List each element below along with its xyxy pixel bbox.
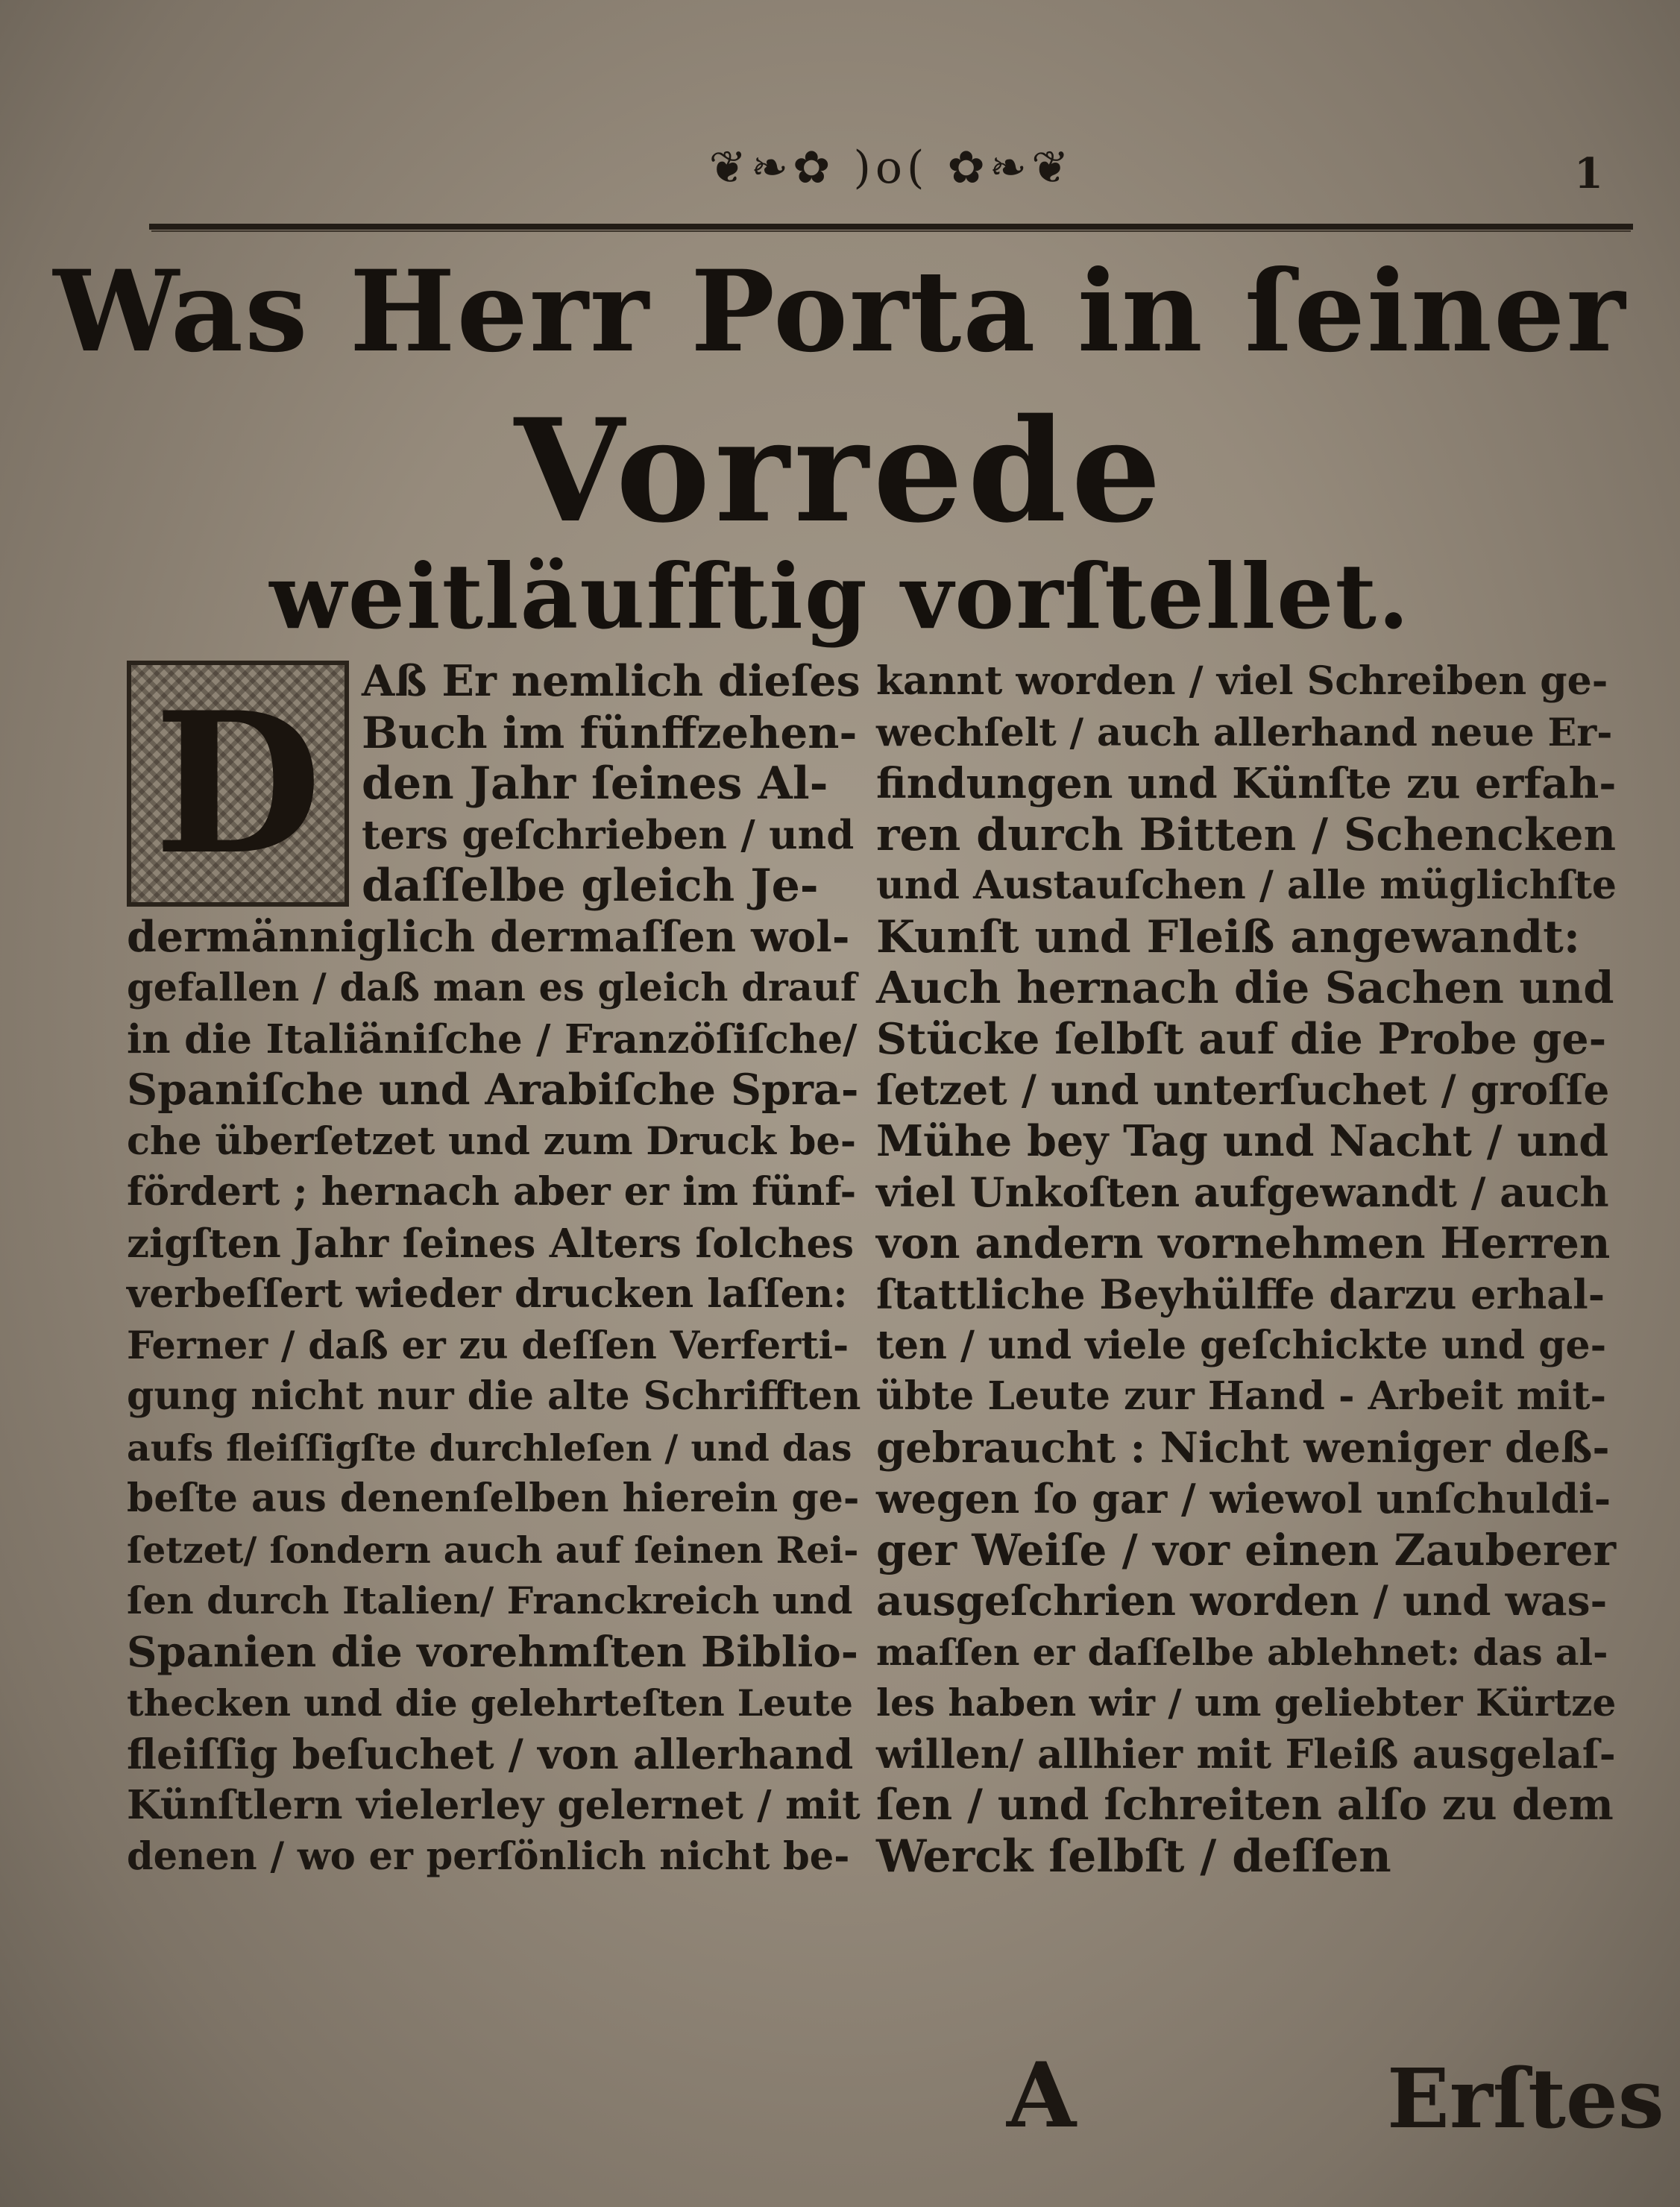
text-line: gung nicht nur die alte Schrifften [127, 1373, 861, 1419]
text-line: Mühe bey Tag und Nacht / und [876, 1115, 1609, 1166]
text-line: Aß Er nemlich dieſes [362, 656, 861, 706]
text-line: findungen und Künſte zu erfah- [876, 759, 1617, 808]
text-line: ſetzet/ ſondern auch auf ſeinen Rei- [127, 1528, 859, 1572]
text-line: ſen durch Italien/ Franckreich und [127, 1578, 853, 1622]
header-ornament: ❦❧✿ )o( ✿❧❦ [708, 142, 1074, 194]
text-line: dermänniglich dermaſſen wol- [127, 911, 850, 962]
text-line: ſtattliche Beyhülffe darzu erhal- [876, 1271, 1605, 1318]
text-line: Künſtlern vielerley gelernet / mit [127, 1782, 861, 1828]
text-line: aufs fleiſſigſte durchleſen / und das [127, 1426, 852, 1470]
text-line: Ferner / daß er zu deſſen Verferti- [127, 1323, 849, 1368]
text-line: kannt worden / viel Schreiben ge- [876, 658, 1608, 704]
text-line: Spaniſche und Arabiſche Spra- [127, 1065, 859, 1115]
text-line: Spanien die vorehmſten Biblio- [127, 1627, 858, 1677]
text-line: denen / wo er perſönlich nicht be- [127, 1833, 850, 1879]
text-line: Werck ſelbſt / deſſen [876, 1830, 1391, 1883]
signature-mark: A [1007, 2043, 1077, 2148]
text-line: gefallen / daß man es gleich drauf [127, 966, 857, 1010]
text-line: Auch hernach die Sachen und [876, 962, 1614, 1013]
text-line: ſen / und ſchreiten alſo zu dem [876, 1780, 1614, 1830]
text-line: willen/ allhier mit Fleiß ausgelaſ- [876, 1731, 1616, 1778]
text-line: ausgeſchrien worden / und was- [876, 1576, 1608, 1625]
text-line: les haben wir / um geliebter Kürtze [876, 1681, 1617, 1725]
text-line: ren durch Bitten / Schencken [876, 808, 1617, 861]
text-line: Buch im fünffzehen- [362, 707, 858, 758]
title-line-3: weitläufftig vorſtellet. [269, 544, 1411, 649]
page-footer [0, 2043, 1680, 2162]
text-line: ters geſchrieben / und [362, 811, 855, 858]
title-line-1: Was Herr Porta in ſeiner [53, 246, 1627, 377]
drop-cap-letter: D [154, 670, 322, 898]
text-line: in die Italiäniſche / Franzöſiſche/ [127, 1016, 858, 1062]
text-line: gebraucht : Nicht weniger deß- [876, 1423, 1610, 1473]
text-line: ſetzet / und unterſuchet / groſſe [876, 1065, 1610, 1114]
header-rule [149, 224, 1633, 230]
title-line-2: Vorrede [514, 388, 1166, 554]
text-line: verbeſſert wieder drucken laſſen: [127, 1271, 848, 1317]
text-line: Kunſt und Fleiß angewandt: [876, 910, 1581, 963]
text-line: fördert ; hernach aber er im fünf- [127, 1169, 857, 1215]
catchword: Erſtes [1387, 2050, 1664, 2147]
left-column [127, 656, 861, 1882]
text-line: ger Weiſe / vor einen Zauberer [876, 1524, 1617, 1575]
text-line: viel Unkoſten aufgewandt / auch [876, 1168, 1609, 1216]
right-column [876, 656, 1618, 1882]
text-line: übte Leute zur Hand - Arbeit mit- [876, 1373, 1607, 1419]
page-header [149, 142, 1633, 231]
text-line: che überſetzet und zum Druck be- [127, 1118, 856, 1164]
page-number: 1 [1574, 149, 1603, 198]
text-line: ten / und viele geſchickte und ge- [876, 1322, 1607, 1368]
text-line: und Austauſchen / alle müglichſte [876, 863, 1617, 908]
text-line: maſſen er daſſelbe ablehnet: das al- [876, 1630, 1608, 1674]
text-line: wechſelt / auch allerhand neue Er- [876, 710, 1613, 755]
text-line: zigſten Jahr ſeines Alters ſolches [127, 1220, 855, 1267]
text-line: fleiſſig beſuchet / von allerhand [127, 1729, 854, 1778]
text-line: Stücke ſelbſt auf die Probe ge- [876, 1013, 1607, 1064]
text-line: beſte aus denenſelben hierein ge- [127, 1476, 860, 1521]
text-line: thecken und die gelehrteſten Leute [127, 1681, 853, 1725]
text-line: von andern vornehmen Herren [876, 1218, 1611, 1268]
text-line: wegen ſo gar / wiewol unſchuldi- [876, 1475, 1611, 1523]
text-line: den Jahr ſeines Al- [362, 758, 828, 810]
text-line: daſſelbe gleich Je- [362, 860, 819, 912]
